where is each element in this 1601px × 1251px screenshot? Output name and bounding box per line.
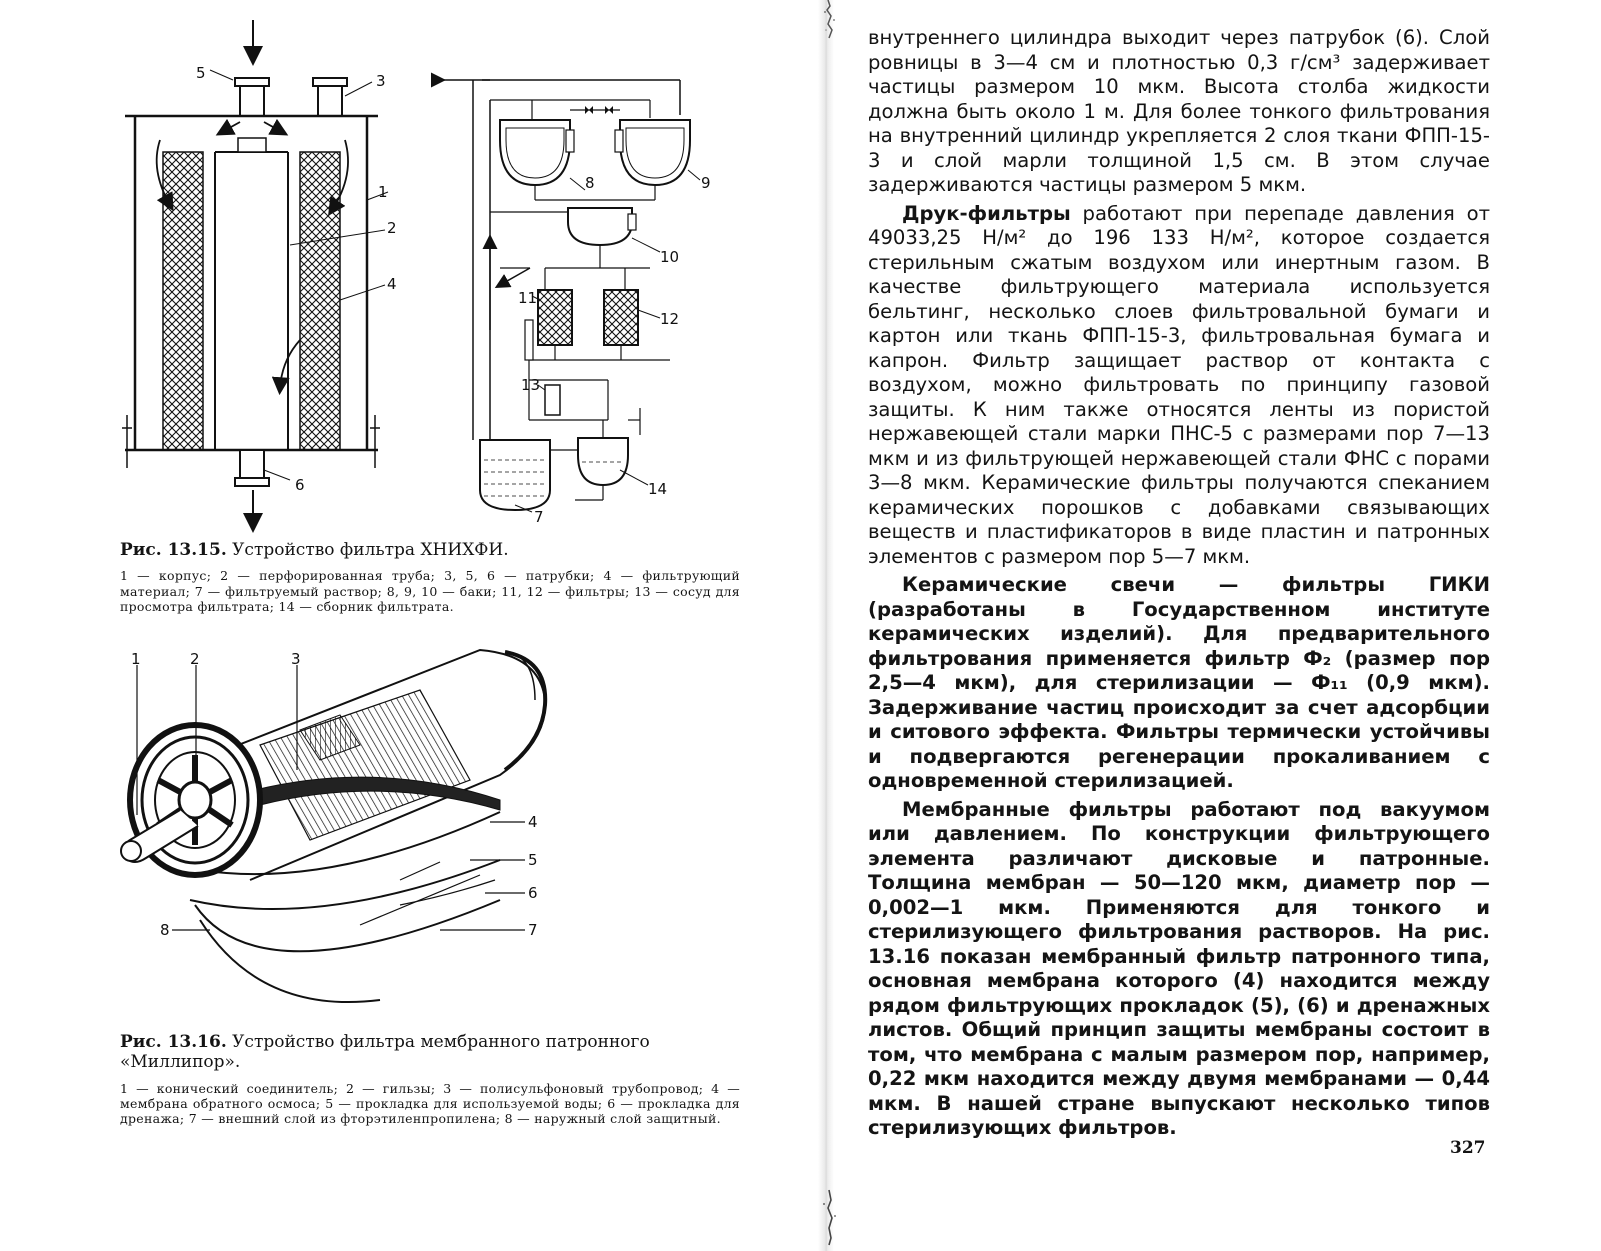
fig1-label-11: 11	[518, 289, 538, 307]
figure-13-16	[110, 650, 670, 1020]
fig1-label-4: 4	[387, 275, 397, 293]
fig1-label-3: 3	[376, 72, 386, 90]
right-page	[830, 0, 1601, 1251]
page-number: 327	[1450, 1138, 1486, 1158]
paragraph-druk-filters	[868, 202, 1490, 570]
paragraph-continuation: внутреннего цилиндра выходит через патрубок (6). Слой ровницы в 3—4 см и плотностью 0,3 г/см³ задерживает частицы размером 10 мкм. Высота столба жидкости должна быть около 1 м. Для более тонкого фильтрования на внутренний цилиндр укрепляется 2 слоя ткани ФПП-15-3 и слой марли толщиной 1,5 см. В этом случае задерживаются частицы размером 5 мкм.	[868, 26, 1490, 196]
fig2-label-8: 8	[160, 921, 170, 939]
term-membrane-filters: Мембранные фильтры	[902, 797, 1172, 821]
fig1-label-9: 9	[701, 174, 711, 192]
figure-13-15	[110, 15, 711, 535]
fig1-label-6: 6	[295, 476, 305, 494]
fig2-label-5: 5	[528, 851, 538, 869]
paragraph-membrane-filters-text: работают под вакуумом или давлением. По конструкции фильтрующего элемента различают дисковые и патронные. Толщина мембран — 50—120 мкм, диаметр пор — 0,002—1 мкм. Применяются для тонкого и стерилизующего фильтрования растворов. На рис. 13.16 показан мембранный фильтр патронного типа, основная мембрана которого (4) находится между рядом фильтрующих прокладок (5), (6) и дренажных листов. Общий принцип защиты мембраны состоит в том, что мембрана с малым размером пор, например, 0,22 мкм находится между двумя мембранами — 0,44 мкм. В нашей стране выпускают несколько типов стерилизующих фильтров.	[868, 797, 1490, 1139]
figure-13-15-label: Рис. 13.15.	[120, 540, 227, 560]
paragraph-druk-filters-text: работают при перепаде давления от 49033,25 Н/м² до 196 133 Н/м², которое создается стерильным сжатым воздухом или инертным газом. В качестве фильтрующего материала используется бельтинг, несколько слоев фильтровальной бумаги и картон или ткань ФПП-15-3, фильтровальная бумага и капрон. Фильтр защищает раствор от контакта с воздухом, можно фильтровать по принципу газовой защиты. К ним также относятся ленты из пористой нержавеющей стали марки ПНС-5 с размерами пор 7—13 мкм и из фильтрующей нержавеющей стали ФНС с порами 3—8 мкм. Керамические фильтры получаются спеканием керамических порошков с добавками связывающих веществ и пластификаторов в виде пластин и патронных элементов с размером пор 5—7 мкм.	[868, 201, 1490, 568]
figure-13-16-caption	[120, 1032, 740, 1127]
filter-housing-drawing	[122, 20, 388, 525]
fig2-label-2: 2	[190, 650, 200, 668]
process-schematic	[440, 80, 700, 512]
fig1-label-5: 5	[196, 64, 206, 82]
fig1-label-1: 1	[378, 183, 388, 201]
fig1-label-7: 7	[534, 508, 544, 526]
fig1-label-10: 10	[660, 248, 680, 266]
fig2-label-1: 1	[131, 650, 141, 668]
fig1-label-8: 8	[585, 174, 595, 192]
fig2-label-6: 6	[528, 884, 538, 902]
figure-13-16-legend: 1 — конический соединитель; 2 — гильзы; 3 — полисульфоновый трубопровод; 4 — мембрана обратного осмоса; 5 — прокладка для используемой воды; 6 — прокладка для дренажа; 7 — внешний слой из фторэтиленпропилена; 8 — наружный слой защитный.	[120, 1080, 740, 1127]
figure-13-16-title: Устройство фильтра мембранного патронного «Миллипор».	[120, 1032, 650, 1073]
fig2-label-3: 3	[291, 650, 301, 668]
paragraph-membrane-filters	[868, 798, 1490, 1141]
body-text	[868, 26, 1490, 1141]
fig2-label-4: 4	[528, 813, 538, 831]
paragraph-ceramic-candles-text: (разработаны в Государственном институте керамических изделий). Для предварительного фильтрования применяется фильтр Ф₂ (размер пор 2,5—4 мкм), для стерилизации — Ф₁₁ (0,9 мкм). Задерживание частиц происходит за счет адсорбции и ситового эффекта. Фильтры термически устойчивы и подвергаются регенерации прокаливанием с одновременной стерилизацией.	[868, 597, 1490, 792]
figure-13-15-caption	[120, 540, 740, 614]
fig1-label-2: 2	[387, 219, 397, 237]
paragraph-ceramic-candles	[868, 573, 1490, 794]
membrane-cartridge-drawing	[121, 650, 545, 1002]
left-page	[0, 0, 800, 1251]
fig1-label-13: 13	[521, 376, 541, 394]
term-druk-filters: Друк-фильтры	[902, 201, 1071, 225]
figure-13-15-legend: 1 — корпус; 2 — перфорированная труба; 3, 5, 6 — патрубки; 4 — фильтрующий материал; 7 — фильтруемый раствор; 8, 9, 10 — баки; 11, 12 — фильтры; 13 — сосуд для просмотра фильтрата; 14 — сборник фильтрата.	[120, 568, 740, 614]
fig1-label-12: 12	[660, 310, 680, 328]
term-ceramic-candles: Керамические свечи — фильтры ГИКИ	[902, 573, 1490, 596]
fig2-label-7: 7	[528, 921, 538, 939]
fig1-label-14: 14	[648, 480, 668, 498]
figure-13-16-label: Рис. 13.16.	[120, 1032, 227, 1052]
figure-13-15-title: Устройство фильтра ХНИХФИ.	[232, 540, 509, 560]
